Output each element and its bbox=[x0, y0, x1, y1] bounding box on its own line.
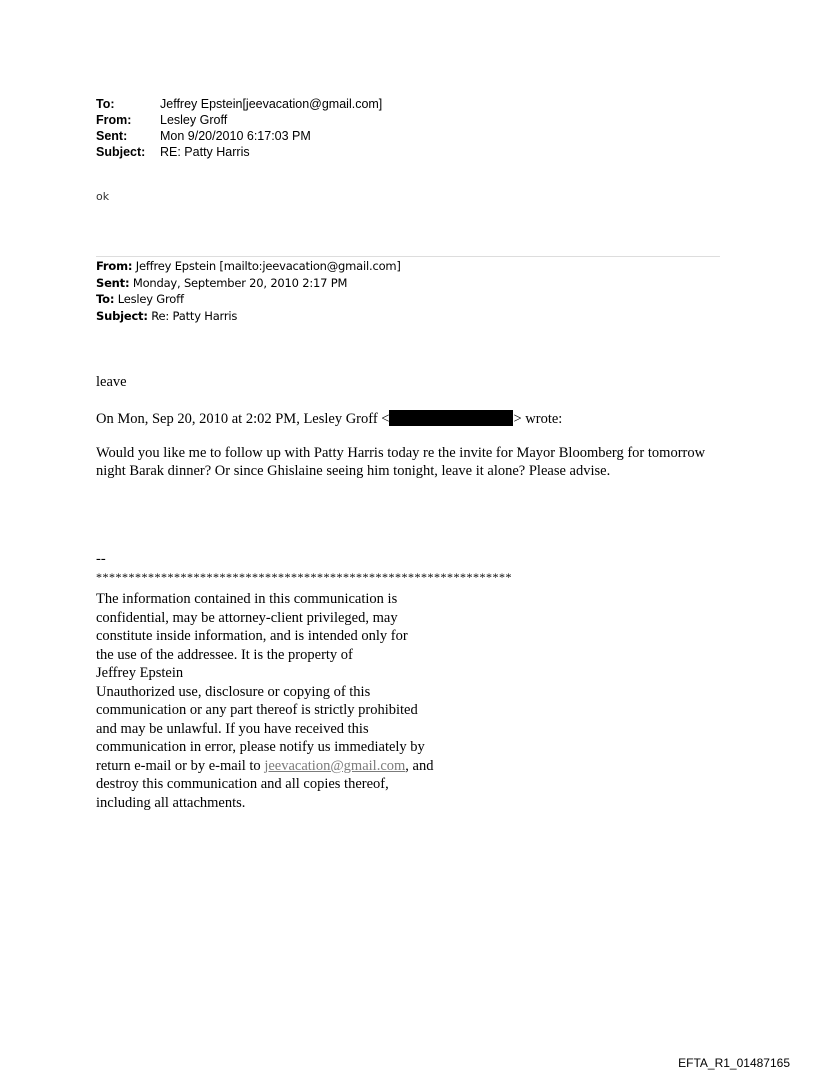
quoted-to-label: To: bbox=[96, 292, 115, 306]
disclaimer-line: destroy this communication and all copies thereof, bbox=[96, 776, 389, 792]
header-subject-row bbox=[96, 144, 382, 160]
disclaimer-line: communication in error, please notify us immediately by bbox=[96, 739, 425, 755]
quoted-to-value: Lesley Groff bbox=[117, 292, 184, 306]
reply-text: ok bbox=[96, 190, 110, 203]
header-from-row bbox=[96, 112, 382, 128]
disclaimer-line: and may be unlawful. If you have received this bbox=[96, 720, 369, 737]
sent-label: Sent: bbox=[96, 129, 128, 143]
disclaimer-line: including all attachments. bbox=[96, 794, 246, 811]
attribution-suffix: > wrote: bbox=[513, 411, 563, 427]
quoted-sent-label: Sent: bbox=[96, 275, 130, 290]
from-label: From: bbox=[96, 113, 132, 127]
subject-label: Subject: bbox=[96, 145, 146, 159]
quoted-attribution bbox=[96, 410, 562, 428]
sent-value: Mon 9/20/2010 6:17:03 PM bbox=[160, 129, 311, 143]
email-link[interactable]: jeevacation@gmail.com bbox=[264, 757, 406, 774]
quoted-subject-row bbox=[96, 308, 401, 325]
to-value: Jeffrey Epstein[jeevacation@gmail.com] bbox=[160, 97, 383, 111]
quoted-from-value: Jeffrey Epstein [mailto:jeevacation@gmail.com] bbox=[135, 259, 401, 273]
header-sent-row bbox=[96, 128, 382, 144]
quoted-subject-label: Subject: bbox=[96, 308, 148, 323]
return-prefix: return e-mail or by e-mail to bbox=[96, 757, 265, 774]
header-to-row bbox=[96, 96, 382, 112]
quoted-leave-text: leave bbox=[96, 374, 127, 390]
quoted-header bbox=[96, 258, 401, 324]
disclaimer bbox=[96, 590, 476, 812]
signature-stars: **************************************************************** bbox=[96, 570, 512, 584]
disclaimer-line: constitute inside information, and is intended only for bbox=[96, 628, 408, 644]
quote-divider bbox=[96, 256, 720, 257]
email-header bbox=[96, 96, 382, 160]
signature-separator bbox=[96, 550, 512, 586]
return-suffix: , and bbox=[405, 757, 434, 774]
disclaimer-line: Jeffrey Epstein bbox=[96, 665, 184, 681]
subject-value: RE: Patty Harris bbox=[160, 145, 250, 159]
disclaimer-line: communication or any part thereof is strictly prohibited bbox=[96, 702, 418, 718]
quoted-sent-value: Monday, September 20, 2010 2:17 PM bbox=[132, 275, 348, 290]
disclaimer-line: confidential, may be attorney-client privileged, may bbox=[96, 609, 398, 626]
document-id: EFTA_R1_01487165 bbox=[678, 1056, 790, 1070]
to-label: To: bbox=[96, 97, 115, 111]
disclaimer-line: The information contained in this communication is bbox=[96, 591, 398, 607]
quoted-message: Would you like me to follow up with Patty Harris today re the invite for Mayor Bloomberg for tomorrow night Barak dinner? Or since Ghislaine seeing him tonight, leave it alone? Please advise. bbox=[96, 445, 706, 479]
quoted-subject-value: Re: Patty Harris bbox=[151, 308, 238, 323]
from-value: Lesley Groff bbox=[160, 113, 228, 127]
quoted-from-label: From: bbox=[96, 259, 133, 273]
disclaimer-line: Unauthorized use, disclosure or copying of this bbox=[96, 683, 371, 700]
attribution-prefix: On Mon, Sep 20, 2010 at 2:02 PM, Lesley Groff < bbox=[96, 411, 390, 427]
disclaimer-line: the use of the addressee. It is the property of bbox=[96, 646, 353, 663]
quoted-to-row bbox=[96, 291, 401, 308]
quoted-sent-row bbox=[96, 275, 401, 292]
quoted-from-row bbox=[96, 258, 401, 275]
signature-dashes: -- bbox=[96, 551, 106, 567]
disclaimer-return-line bbox=[96, 757, 476, 776]
redaction-block bbox=[389, 410, 513, 426]
